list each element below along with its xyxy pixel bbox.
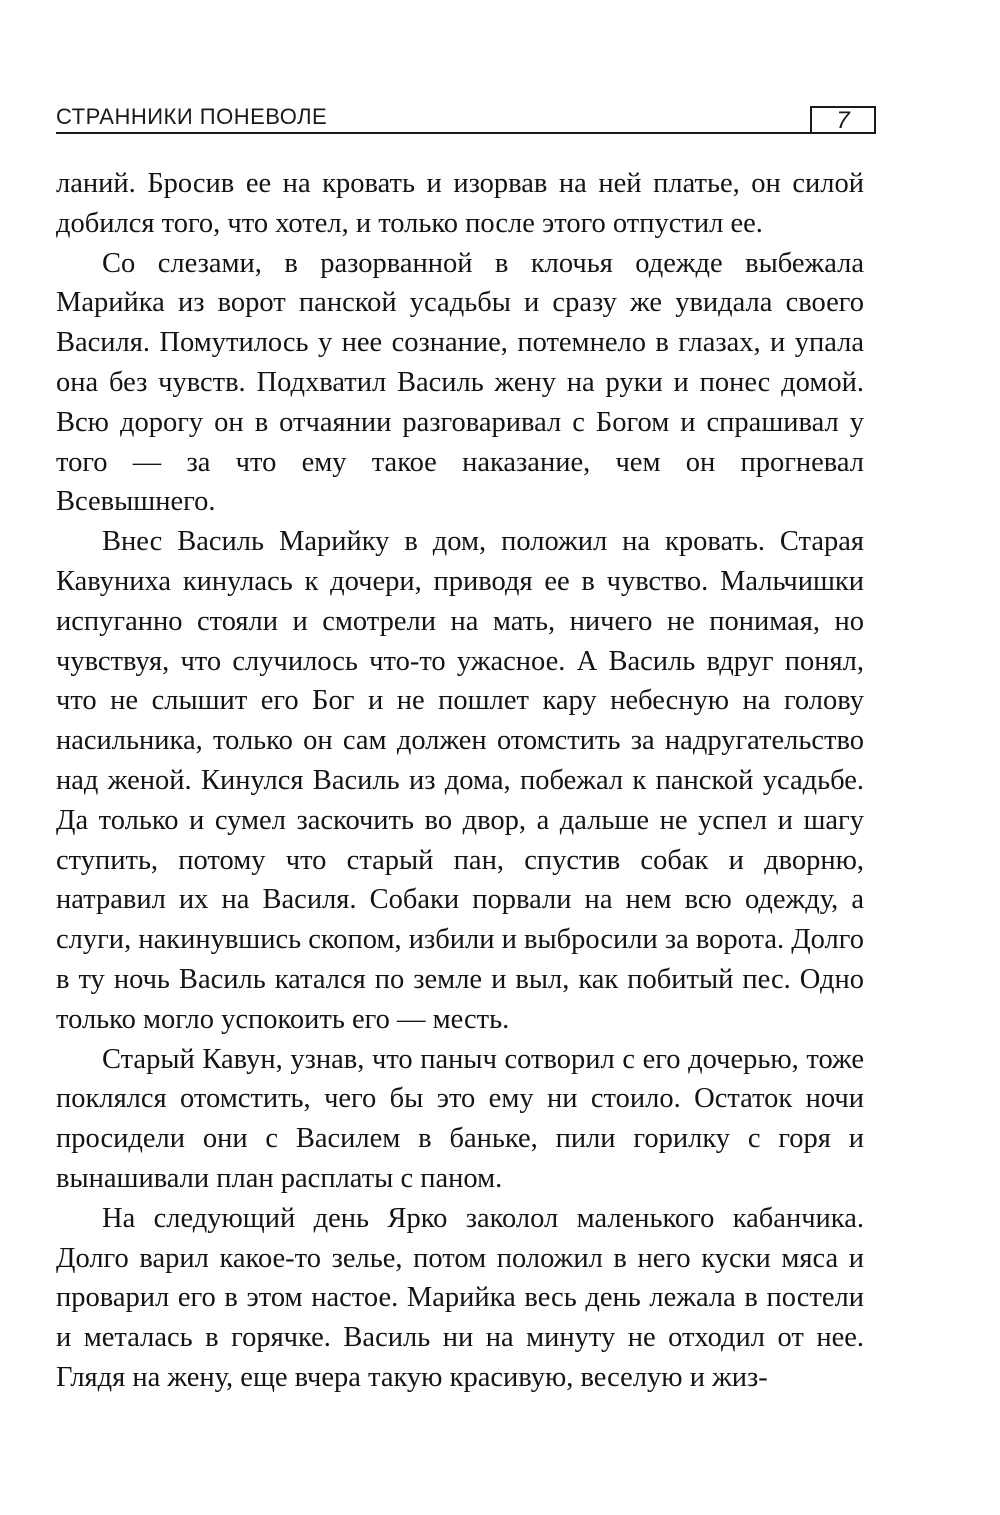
page-number-box bbox=[810, 106, 876, 134]
paragraph: Внес Василь Марийку в дом, положил на кровать. Старая Кавуниха кинулась к дочери, приводя ее в чувство. Мальчишки испуганно стояли и смотрели на мать, ничего не понимая, но чувствуя, что случилось что-то ужасное. А Василь вдруг понял, что не слышит его Бог и не пошлет кару небесную на голову насильника, только он сам должен отомстить за надругательство над женой. Кинулся Василь из дома, побежал к панской усадьбе. Да только и сумел заскочить во двор, а дальше не успел и шагу ступить, потому что старый пан, спустив собак и дворню, натравил их на Василя. Собаки порвали на нем всю одежду, а слуги, накинувшись скопом, избили и выбросили за ворота. Долго в ту ночь Василь катался по земле и выл, как побитый пес. Одно только могло успокоить его — месть. bbox=[56, 526, 864, 1035]
header-rule bbox=[56, 132, 876, 134]
running-header bbox=[56, 100, 876, 136]
running-title: СТРАННИКИ ПОНЕВОЛЕ bbox=[56, 104, 328, 129]
paragraph: Старый Кавун, узнав, что паныч сотворил с его дочерью, тоже поклялся отомстить, чего бы это ему ни стоило. Остаток ночи просидели они с Василем в баньке, пили горилку с горя и вынашивали план расплаты с паном. bbox=[56, 1043, 864, 1194]
paragraph: Со слезами, в разорванной в клочья одежде выбежала Марийка из ворот панской усадьбы и сразу же увидала своего Василя. Помутилось у нее сознание, потемнело в глазах, и упала она без чувств. Подхватил Василь жену на руки и понес домой. Всю дорогу он в отчаянии разговаривал с Богом и спрашивал у того — за что ему такое наказание, чем он прогневал Всевышнего. bbox=[56, 247, 864, 518]
body-text bbox=[56, 164, 864, 1398]
paragraph-continued: ланий. Бросив ее на кровать и изорвав на ней платье, он силой добился того, что хотел, и только после этого отпустил ее. bbox=[56, 168, 864, 239]
page-number: 7 bbox=[836, 107, 850, 134]
paragraph: На следующий день Ярко заколол маленького кабанчика. Долго варил какое-то зелье, потом положил в него куски мяса и проварил его в этом настое. Марийка весь день лежала в постели и металась в горячке. Василь ни на минуту не отходил от нее. Глядя на жену, еще вчера такую красивую, веселую и жиз- bbox=[56, 1202, 864, 1393]
